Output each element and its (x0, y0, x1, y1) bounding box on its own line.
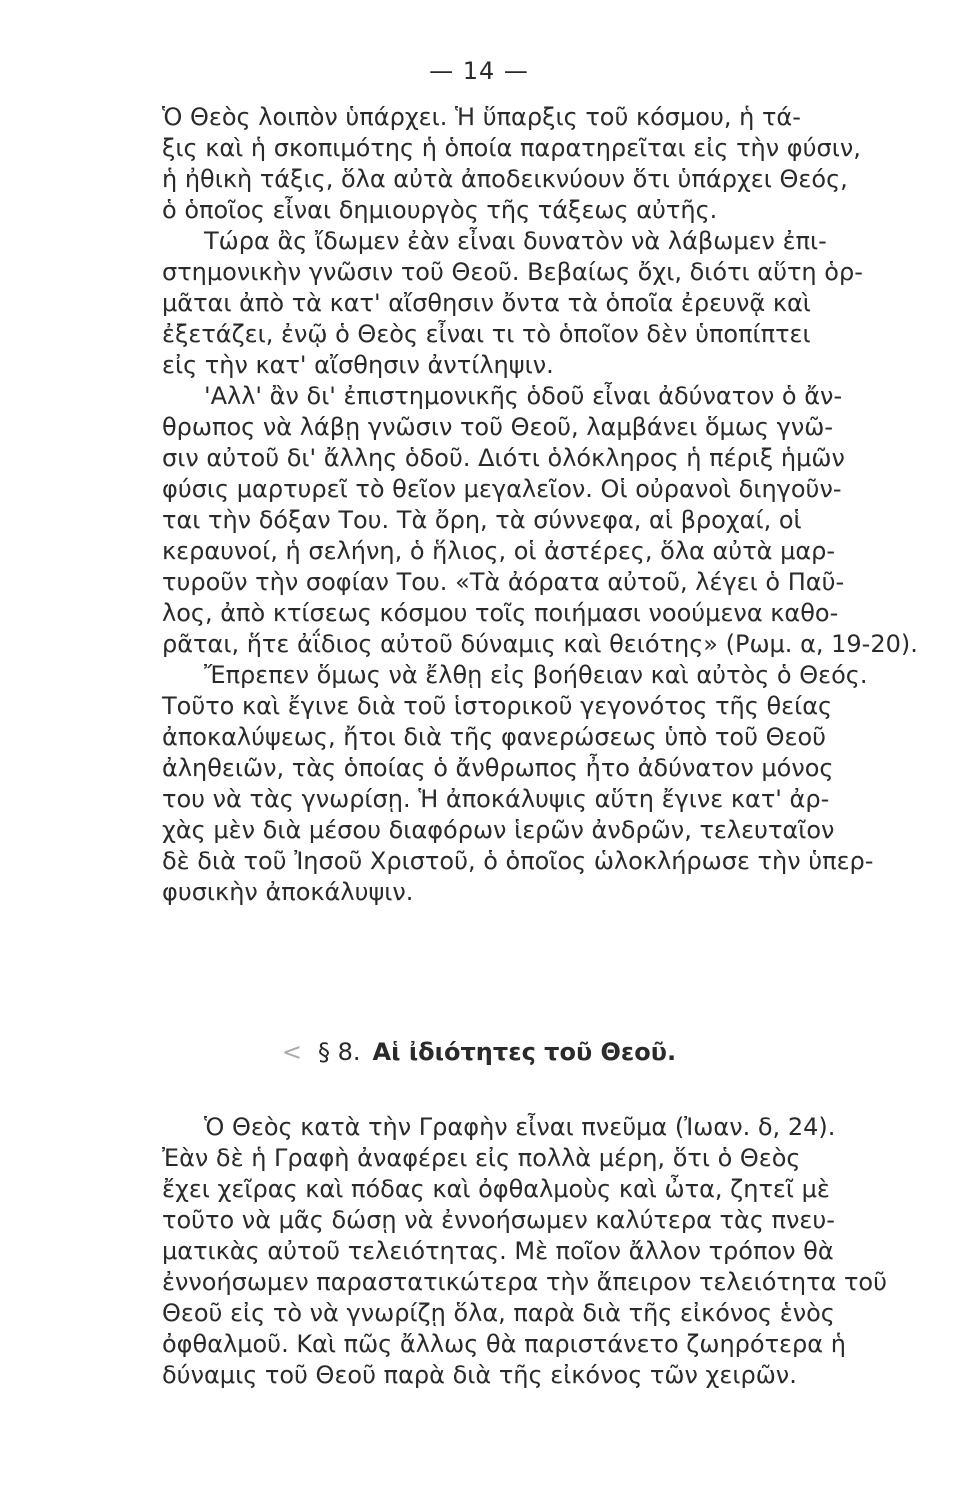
section-mark: § 8. (318, 1038, 361, 1066)
text-line: δὲ διὰ τοῦ Ἰησοῦ Χριστοῦ, ὁ ὁποῖος ὡλοκλήρωσε τὴν ὑπερ- (162, 847, 874, 875)
text-line: κεραυνοί, ἡ σελήνη, ὁ ἥλιος, οἱ ἀστέρες, ὅλα αὐτὰ μαρ- (162, 537, 836, 565)
text-line: Τώρα ἂς ἴδωμεν ἐὰν εἶναι δυνατὸν νὰ λάβωμεν ἐπι- (204, 227, 827, 255)
text-line: φυσικὴν ἀποκάλυψιν. (162, 878, 414, 906)
text-line: ὀφθαλμοῦ. Καὶ πῶς ἄλλως θὰ παριστάνετο ζωηρότερα ἡ (162, 1330, 846, 1358)
text-line: δύναμις τοῦ Θεοῦ παρὰ διὰ τῆς εἰκόνος τῶν χειρῶν. (162, 1361, 797, 1389)
text-line: τοῦτο νὰ μᾶς δώσῃ νὰ ἐννοήσωμεν καλύτερα τὰς πνευ- (162, 1206, 835, 1234)
text-line: Ὁ Θεὸς κατὰ τὴν Γραφὴν εἶναι πνεῦμα (Ἰωαν. δ, 24). (204, 1113, 836, 1141)
text-line: ἔχει χεῖρας καὶ πόδας καὶ ὀφθαλμοὺς καὶ ὦτα, ζητεῖ μὲ (162, 1175, 830, 1203)
text-line: φύσις μαρτυρεῖ τὸ θεῖον μεγαλεῖον. Οἱ οὐρανοὶ διηγοῦν- (162, 475, 842, 503)
text-line: Ὁ Θεὸς λοιπὸν ὑπάρχει. Ἡ ὕπαρξις τοῦ κόσμου, ἡ τά- (162, 103, 801, 131)
text-line: ματικὰς αὐτοῦ τελειότητας. Μὲ ποῖον ἄλλον τρόπον θὰ (162, 1237, 834, 1265)
text-line: ἡ ἠθικὴ τάξις, ὅλα αὐτὰ ἀποδεικνύουν ὅτι ὑπάρχει Θεός, (162, 165, 848, 193)
section-title: Αἱ ἰδιότητες τοῦ Θεοῦ. (372, 1038, 677, 1066)
text-line: Θεοῦ εἰς τὸ νὰ γνωρίζῃ ὅλα, παρὰ διὰ τῆς εἰκόνος ἑνὸς (162, 1299, 835, 1327)
text-line: μᾶται ἀπὸ τὰ κατ' αἴσθησιν ὄντα τὰ ὁποῖα ἐρευνᾷ καὶ (162, 289, 811, 317)
section-heading (0, 1038, 958, 1066)
page-number: — 14 — (429, 57, 529, 85)
text-line: ἐννοήσωμεν παραστατικώτερα τὴν ἄπειρον τελειότητα τοῦ (162, 1268, 887, 1296)
text-line: ἀληθειῶν, τὰς ὁποίας ὁ ἄνθρωπος ἦτο ἀδύνατον μόνος (162, 754, 834, 782)
text-line: θρωπος νὰ λάβῃ γνῶσιν τοῦ Θεοῦ, λαμβάνει ὅμως γνῶ- (162, 413, 834, 441)
text-line: ἐξετάζει, ἐνῷ ὁ Θεὸς εἶναι τι τὸ ὁποῖον δὲν ὑποπίπτει (162, 320, 811, 348)
text-line: λος, ἀπὸ κτίσεως κόσμου τοῖς ποιήμασι νοούμενα καθο- (162, 599, 839, 627)
text-line: Ἔπρεπεν ὅμως νὰ ἔλθῃ εἰς βοήθειαν καὶ αὐτὸς ὁ Θεός. (204, 661, 868, 689)
text-line: Τοῦτο καὶ ἔγινε διὰ τοῦ ἱστορικοῦ γεγονότος τῆς θείας (162, 692, 833, 720)
text-line: ἀποκαλύψεως, ἤτοι διὰ τῆς φανερώσεως ὑπὸ τοῦ Θεοῦ (162, 723, 827, 751)
text-line: εἰς τὴν κατ' αἴσθησιν ἀντίληψιν. (162, 351, 554, 379)
text-line: στημονικὴν γνῶσιν τοῦ Θεοῦ. Βεβαίως ὄχι, διότι αὕτη ὁρ- (162, 258, 863, 286)
text-line: χὰς μὲν διὰ μέσου διαφόρων ἱερῶν ἀνδρῶν, τελευταῖον (162, 816, 835, 844)
text-line: 'Αλλ' ἂν δι' ἐπιστημονικῆς ὁδοῦ εἶναι ἀδύνατον ὁ ἄν- (204, 382, 843, 410)
text-line: ξις καὶ ἡ σκοπιμότης ἡ ὁποία παρατηρεῖται εἰς τὴν φύσιν, (162, 134, 861, 162)
text-line: ρᾶται, ἥτε ἀΐδιος αὐτοῦ δύναμις καὶ θειότης» (Ρωμ. α, 19-20). (162, 630, 918, 658)
text-line: του νὰ τὰς γνωρίσῃ. Ἡ ἀποκάλυψις αὕτη ἔγινε κατ' ἀρ- (162, 785, 830, 813)
text-line: τυροῦν τὴν σοφίαν Του. «Τὰ ἀόρατα αὐτοῦ, λέγει ὁ Παῦ- (162, 568, 845, 596)
text-line: ται τὴν δόξαν Του. Τὰ ὄρη, τὰ σύννεφα, αἱ βροχαί, οἱ (162, 506, 802, 534)
text-line: σιν αὐτοῦ δι' ἄλλης ὁδοῦ. Διότι ὁλόκληρος ἡ πέριξ ἡμῶν (162, 444, 845, 472)
faint-arrow-mark: < (281, 1038, 302, 1066)
text-line: Ἐὰν δὲ ἡ Γραφὴ ἀναφέρει εἰς πολλὰ μέρη, ὅτι ὁ Θεὸς (162, 1144, 801, 1172)
text-line: ὁ ὁποῖος εἶναι δημιουργὸς τῆς τάξεως αὐτῆς. (162, 196, 718, 224)
